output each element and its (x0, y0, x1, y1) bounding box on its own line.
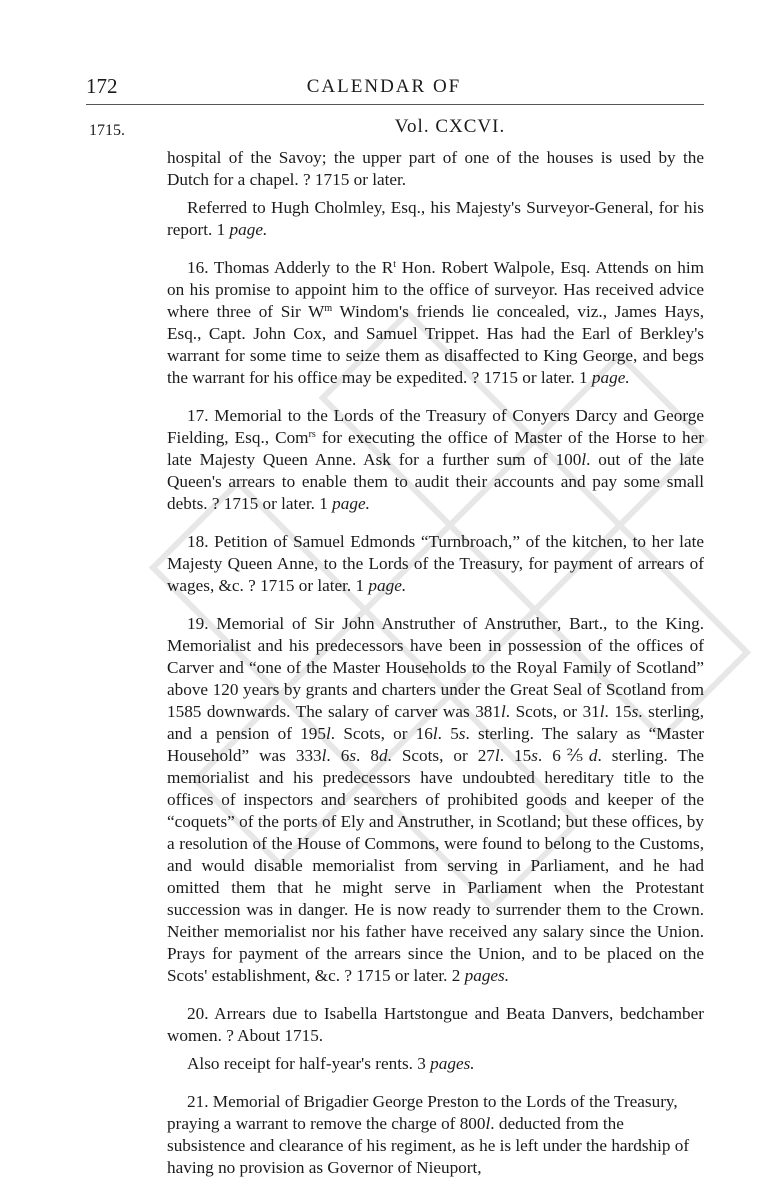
running-head: CALENDAR OF (306, 76, 462, 97)
entry-20: 20. Arrears due to Isabella Hartstongue and Beata Danvers, bedchamber women. ? About 1715. (167, 1004, 704, 1045)
volume-heading: Vol. CXCVI. (394, 116, 506, 137)
entry-16: 16. Thomas Adderly to the $R^t$ Hon. Robert Walpole, Esq. Attends on him on his promise to appoint him to the office of surveyor. Has received advice where three of Sir $W^m$ Windom's friends lie concealed, viz., James Hays, Esq., Capt. John Cox, and Samuel Trippet. Has had the Earl of Berkley's warrant for some time to seize them as disaffected to King George, and begs the warrant for his office may be expedited. ? 1715 or later. 1 page. (167, 258, 705, 387)
entry-21: 21. Memorial of Brigadier George Preston to the Lords of the Treasury, praying a warrant to remove the charge of 800l. deducted from the subsistence and clearance of his regiment, as he is left under the hardship of having no provision as Governor of Nieuport, (167, 1092, 690, 1177)
header-rule (86, 104, 704, 105)
entry-17: 17. Memorial to the Lords of the Treasury of Conyers Darcy and George Fielding, Esq., Com$^{rs}$ for executing the office of Master of the Horse to her late Majesty Queen Anne. Ask for a further sum of 100l. out of the late Queen's arrears to enable them to audit their accounts and pay some small debts. ? 1715 or later. 1 page. (167, 406, 705, 513)
entry-18: 18. Petition of Samuel Edmonds “Turnbroach,” of the kitchen, to her late Majesty Queen Anne, to the Lords of the Treasury, for payment of arrears of wages, &c. ? 1715 or later. 1 page. (167, 532, 704, 595)
document-body (167, 147, 704, 1179)
entry-15-continuation: hospital of the Savoy; the upper part of one of the houses is used by the Dutch for a chapel. ? 1715 or later. (167, 148, 704, 189)
entry-20-receipt: Also receipt for half-year's rents. 3 pages. (187, 1054, 475, 1073)
page-number: 172 (86, 74, 118, 98)
margin-year: 1715. (89, 122, 125, 139)
entry-15-referral: Referred to Hugh Cholmley, Esq., his Majesty's Surveyor-General, for his report. 1 page. (167, 198, 704, 239)
entry-19: 19. Memorial of Sir John Anstruther of Anstruther, Bart., to the King. Memorialist and his predecessors have been in possession of the offices of Carver and “one of the Master Households to the Royal Family of Scotland” above 120 years by grants and charters under the Great Seal of Scotland from 1585 downwards. The salary of carver was 381l. Scots, or 31l. 15s. sterling, and a pension of 195l. Scots, or 16l. 5s. sterling. The salary as “Master Household” was 333l. 6s. 8d. Scots, or 27l. 15s. 6⅖d. sterling. The memorialist and his predecessors have undoubted hereditary title to the offices of inspectors and searchers of prohibited goods and keeper of the “coquets” of the ports of Ely and Anstruther, in Scotland; but these offices, by a resolution of the House of Commons, were found to belong to the Customs, and would disable memorialist from serving in Parliament, and he had omitted them that he might serve in Parliament when the Protestant succession was in danger. He is now ready to surrender them to the Crown. Neither memorialist nor his father have received any salary since the Union. Prays for payment of the arrears since the Union, and to be placed on the Scots' establishment, &c. ? 1715 or later. 2 pages. (167, 614, 705, 985)
